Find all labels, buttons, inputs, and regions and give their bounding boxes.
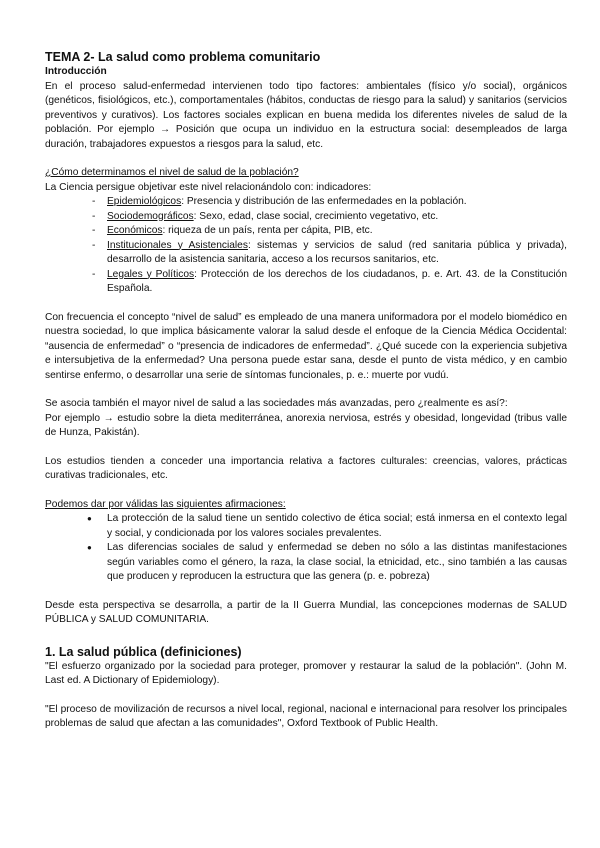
question-lead: La Ciencia persigue objetivar este nivel relacionándolo con: indicadores:	[45, 181, 372, 193]
list-item: - Legales y Políticos: Protección de los derechos de los ciudadanos, p. e. Art. 43. de la Constitución Española.	[45, 268, 567, 297]
document-page	[45, 50, 567, 732]
intro-paragraph: En el proceso salud-enfermedad intervienen todo tipo factores: ambientales (físico y/o social), orgánicos (genéticos, fisiológicos, etc.), comportamentales (hábitos, conductas de riesgo para la salud) y sanitarios (servicios preventivos y curativos). Los factores sociales explican en buena medida los diferentes niveles de salud de la población. Por ejemplo → Posición que ocupa un individuo en la estructura social: desempleados de larga duración, trabajadores expuestos a riesgos para la salud, etc.	[45, 80, 567, 150]
question-heading: ¿Cómo determinamos el nivel de salud de la población?	[45, 167, 299, 178]
definition-1: "El esfuerzo organizado por la sociedad para proteger, promover y restaurar la salud de la población". (John M. Last ed. A Dictionary of Epidemiology).	[45, 660, 567, 686]
list-item: - Institucionales y Asistenciales: sistemas y servicios de salud (red sanitaria pública y privada), desarrollo de la asistencia sanitaria, acceso a los recursos sanitarios, etc.	[45, 239, 567, 268]
affirmations-list	[45, 512, 567, 585]
section-heading: 1. La salud pública (definiciones)	[45, 644, 242, 659]
intro-heading: Introducción	[45, 66, 107, 77]
paragraph-sociedades: Se asocia también el mayor nivel de salud a las sociedades más avanzadas, pero ¿realmente es así?:	[45, 398, 508, 409]
affirmations-heading: Podemos dar por válidas las siguientes afirmaciones:	[45, 498, 286, 510]
paragraph-estudios: Los estudios tienden a conceder una importancia relativa a factores culturales: creencias, valores, prácticas curativas tradicionales, etc.	[45, 455, 567, 481]
paragraph-perspectiva: Desde esta perspectiva se desarrolla, a partir de la II Guerra Mundial, las concepciones modernas de SALUD PÚBLICA y SALUD COMUNITARIA.	[45, 599, 567, 625]
page-title: TEMA 2- La salud como problema comunitario	[45, 50, 321, 64]
definition-2: "El proceso de movilización de recursos a nivel local, regional, nacional e internacional para resolver los principales problemas de salud que afectan a las comunidades", Oxford Textbook of Public Health.	[45, 703, 567, 729]
list-item: ● La protección de la salud tiene un sentido colectivo de ética social; está inmersa en el contexto legal y social, y condicionada por los valores sociales prevalentes.	[45, 512, 567, 541]
list-item: - Sociodemográficos: Sexo, edad, clase social, crecimiento vegetativo, etc.	[45, 210, 567, 225]
list-item: - Epidemiológicos: Presencia y distribución de las enfermedades en la población.	[45, 195, 567, 210]
paragraph-ejemplo: Por ejemplo → estudio sobre la dieta mediterránea, anorexia nerviosa, estrés y obesidad, longevidad (tribus valle de Hunza, Pakistán).	[45, 412, 567, 438]
list-item: ● Las diferencias sociales de salud y enfermedad se deben no sólo a las distintas manifestaciones según variables como el género, la raza, la clase social, la etnicidad, etc., sino también a las causas que producen y reproducen la estructura que las genera (p. e. pobreza)	[45, 541, 567, 585]
list-item: - Económicos: riqueza de un país, renta per cápita, PIB, etc.	[45, 224, 567, 239]
indicator-list	[45, 195, 567, 297]
paragraph-nivel-salud: Con frecuencia el concepto “nivel de salud” es empleado de una manera uniformadora por el modelo biomédico en nuestra sociedad, lo que implica básicamente valorar la salud desde el enfoque de la Ciencia Médica Occidental: “ausencia de enfermedad” o “presencia de indicadores de enfermedad”. ¿Qué sucede con la experiencia subjetiva e intersubjetiva de la enfermedad? Una persona puede estar sana, desde el punto de vista médico, y en cambio sentirse enfermo, o desarrollar una serie de síntomas funcionales, p. e.: muerte por vudú.	[45, 311, 567, 381]
